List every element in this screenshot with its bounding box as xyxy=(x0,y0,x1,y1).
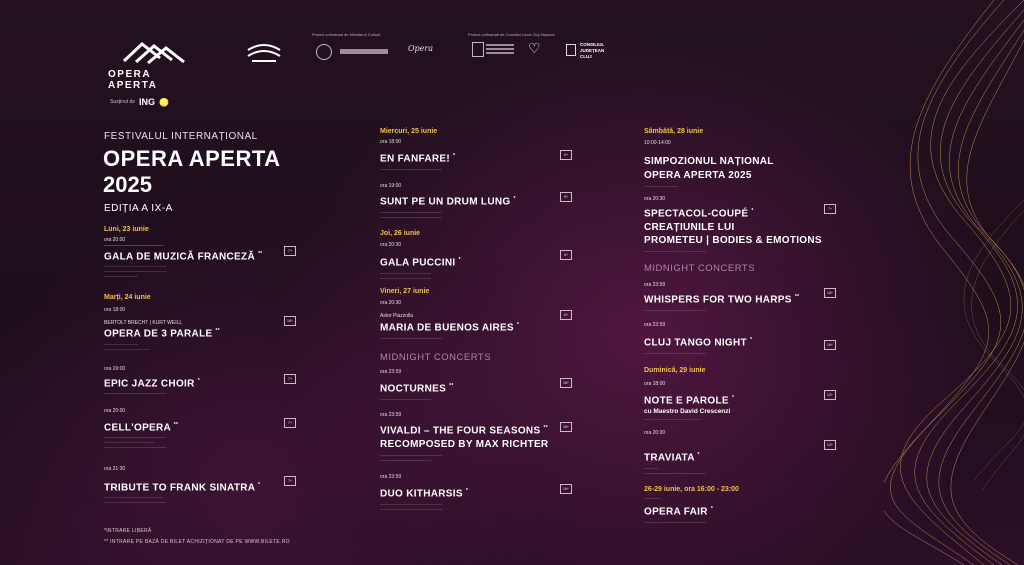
age-rating-badge: 7+ xyxy=(284,418,296,428)
event-description: ────────────────────── ────────────────────── ──────────── xyxy=(104,264,167,279)
event-time: ora 18:00 xyxy=(380,139,402,145)
event-description: ────── xyxy=(644,496,662,501)
event-time: ora 20:00 xyxy=(104,408,126,414)
event-time: ora 20:30 xyxy=(380,300,402,306)
day-header: 26-29 iunie, ora 16:00 - 23:00 xyxy=(644,486,739,493)
event-time: 10:00-14:00 xyxy=(644,140,671,146)
event-description: ────────────────────── xyxy=(104,391,167,396)
event-title: OPERA FAIR * xyxy=(644,506,714,518)
age-rating-badge: 7+ xyxy=(824,204,836,214)
age-rating-badge: 7+ xyxy=(284,246,296,256)
day-header: Miercuri, 25 iunie xyxy=(380,128,438,135)
event-time: ora 23:59 xyxy=(380,474,402,480)
event-title: CELL'OPERA ** xyxy=(104,422,179,434)
event-title: NOTE E PAROLE * xyxy=(644,395,735,407)
event-description: ────────────────── ────────────────── xyxy=(380,271,432,281)
age-rating-badge: 7+ xyxy=(284,374,296,384)
age-rating-badge: 16+ xyxy=(824,288,836,298)
event-description: ──────────────────── xyxy=(644,417,701,422)
event-title: TRAVIATA * xyxy=(644,452,700,464)
event-time: ora 20:00 xyxy=(644,430,666,436)
event-time: ora 19:00 xyxy=(380,183,402,189)
heart-logo-icon: ♡ xyxy=(528,40,541,56)
festival-title: OPERA APERTA xyxy=(103,146,281,171)
ministry-seal-icon xyxy=(316,44,332,60)
day-header: Joi, 26 iunie xyxy=(380,230,421,237)
primaria-logo-icon xyxy=(486,44,514,54)
day-header: Sâmbătă, 28 iunie xyxy=(644,128,704,135)
event-description: ────────────────────── ────────────────── ────────────────────── xyxy=(104,435,167,450)
sponsor-label: Susținut de xyxy=(110,99,136,105)
event-subtitle: Astor Piazzolla xyxy=(380,313,414,319)
festival-kicker: FESTIVALUL INTERNAȚIONAL xyxy=(104,131,258,142)
event-description: ────────────────────── xyxy=(644,308,707,313)
age-rating-badge: 0+ xyxy=(560,310,572,320)
event-time: ora 23:59 xyxy=(644,322,666,328)
event-title: VIVALDI – THE FOUR SEASONS ** xyxy=(380,425,549,437)
event-title: GALA DE MUZICĂ FRANCEZĂ ** xyxy=(104,251,263,263)
event-description: ────────────────── xyxy=(380,397,432,402)
lion-icon: ♌ xyxy=(159,97,170,107)
logo-text: OPERA APERTA xyxy=(108,69,158,91)
age-rating-badge: 16+ xyxy=(560,378,572,388)
event-description: ────────────────────── ────────────────────── xyxy=(380,502,443,512)
event-time: ora 18:00 xyxy=(104,307,126,313)
section-heading-midnight: MIDNIGHT CONCERTS xyxy=(644,263,756,274)
event-title: OPERA DE 3 PARALE ** xyxy=(104,328,221,340)
event-title-line2: CREAȚIUNILE LUI xyxy=(644,222,735,233)
event-subtitle: cu Maestro David Crescenzi xyxy=(644,408,731,415)
event-description: ────────────────────── xyxy=(380,336,443,341)
sponsor-name: ING xyxy=(139,97,156,107)
event-title: SIMPOZIONUL NAȚIONAL xyxy=(644,156,774,167)
event-time: ora 20:30 xyxy=(380,242,402,248)
event-description: ──────────── ──────────────── xyxy=(104,342,150,352)
event-title: EN FANFARE! * xyxy=(380,153,456,165)
event-details: ───────────────────── xyxy=(104,243,164,248)
partner-logo-opera xyxy=(244,40,284,70)
age-rating-badge: 16+ xyxy=(824,340,836,350)
event-time: ora 20:30 xyxy=(644,196,666,202)
consiliul-judetean-icon xyxy=(566,44,576,56)
logo-emblem-icon xyxy=(114,36,194,68)
age-rating-badge: 16+ xyxy=(560,422,572,432)
age-rating-badge: 5+ xyxy=(560,192,572,202)
event-time: ora 23:59 xyxy=(380,369,402,375)
age-rating-badge: 7+ xyxy=(284,476,296,486)
event-description: ───── ────────────────────── xyxy=(644,466,707,476)
event-title: TRIBUTE TO FRANK SINATRA * xyxy=(104,482,261,494)
age-rating-badge: 0+ xyxy=(560,150,572,160)
opera-signature-icon: Opera xyxy=(408,44,434,53)
partners-label: Proiect cofinanțat de Ministerul Culturii xyxy=(312,32,381,37)
event-description: ────────────────────── xyxy=(380,167,443,172)
day-header: Luni, 23 iunie xyxy=(104,226,149,233)
opera-nationala-logo-icon xyxy=(244,40,284,68)
day-header: Duminică, 29 iunie xyxy=(644,367,706,374)
cofunded-label: Proiect cofinanțat de Consiliul Local Cluj-Napoca xyxy=(468,32,555,37)
day-header: Marți, 24 iunie xyxy=(104,294,151,301)
event-description: ────────────────────── ────────────────────── xyxy=(380,210,443,220)
event-title-line2: RECOMPOSED BY MAX RICHTER xyxy=(380,439,549,450)
event-title: EPIC JAZZ CHOIR * xyxy=(104,378,200,390)
event-title: GALA PUCCINI * xyxy=(380,257,461,269)
age-rating-badge: 16+ xyxy=(284,316,296,326)
day-header: Vineri, 27 iunie xyxy=(380,288,430,295)
age-rating-badge: 16+ xyxy=(560,484,572,494)
age-rating-badge: 12+ xyxy=(824,440,836,450)
cluj-napoca-crest-icon xyxy=(472,42,484,57)
event-title-line3: PROMETEU | BODIES & EMOTIONS xyxy=(644,235,822,246)
event-title: DUO KITHARSIS * xyxy=(380,488,469,500)
age-rating-badge: 12+ xyxy=(824,390,836,400)
event-title-line2: OPERA APERTA 2025 xyxy=(644,170,752,181)
footnote-ticket: ** INTRARE PE BAZĂ DE BILET ACHIZIȚIONAT DE PE WWW.BILETE.RO xyxy=(104,539,290,545)
event-title: NOCTURNES ** xyxy=(380,383,454,395)
age-rating-badge: 0+ xyxy=(560,250,572,260)
event-description: ──────────── xyxy=(644,184,679,189)
festival-edition: EDIȚIA A IX-A xyxy=(104,203,173,214)
event-title: SPECTACOL-COUPÉ * xyxy=(644,208,754,220)
event-description: ────────────────────── ────────────────── xyxy=(380,453,443,463)
footnote-free-entry: *INTRARE LIBERĂ xyxy=(104,528,152,534)
event-description: ────────────────────── xyxy=(644,249,707,254)
festival-year: 2025 xyxy=(103,172,152,197)
opera-aperta-logo xyxy=(108,36,198,91)
event-time: ora 19:00 xyxy=(104,366,126,372)
section-heading-midnight: MIDNIGHT CONCERTS xyxy=(380,352,492,363)
event-description: ────────────────────── xyxy=(644,520,707,525)
event-title: MARIA DE BUENOS AIRES * xyxy=(380,322,520,334)
event-title: CLUJ TANGO NIGHT * xyxy=(644,337,753,349)
gold-waves-decoration xyxy=(884,0,1024,565)
ministry-logo-icon xyxy=(340,49,388,54)
event-time: ora 23:59 xyxy=(380,412,402,418)
event-time: ora 21:30 xyxy=(104,466,126,472)
event-time: ora 18:00 xyxy=(644,381,666,387)
sponsor xyxy=(110,97,169,107)
event-description: ───────────────────── ────────────────────── xyxy=(104,495,167,505)
event-time: ora 23:59 xyxy=(644,282,666,288)
event-description: ────────────────────── xyxy=(644,351,707,356)
event-time: ora 20:00 xyxy=(104,237,126,243)
event-subtitle: BERTOLT BRECHT | KURT WEILL xyxy=(104,320,183,326)
event-title: WHISPERS FOR TWO HARPS ** xyxy=(644,294,800,306)
event-title: SUNT PE UN DRUM LUNG * xyxy=(380,196,516,208)
consiliul-judetean-label: CONSILIUL JUDEȚEAN CLUJ xyxy=(580,42,605,59)
